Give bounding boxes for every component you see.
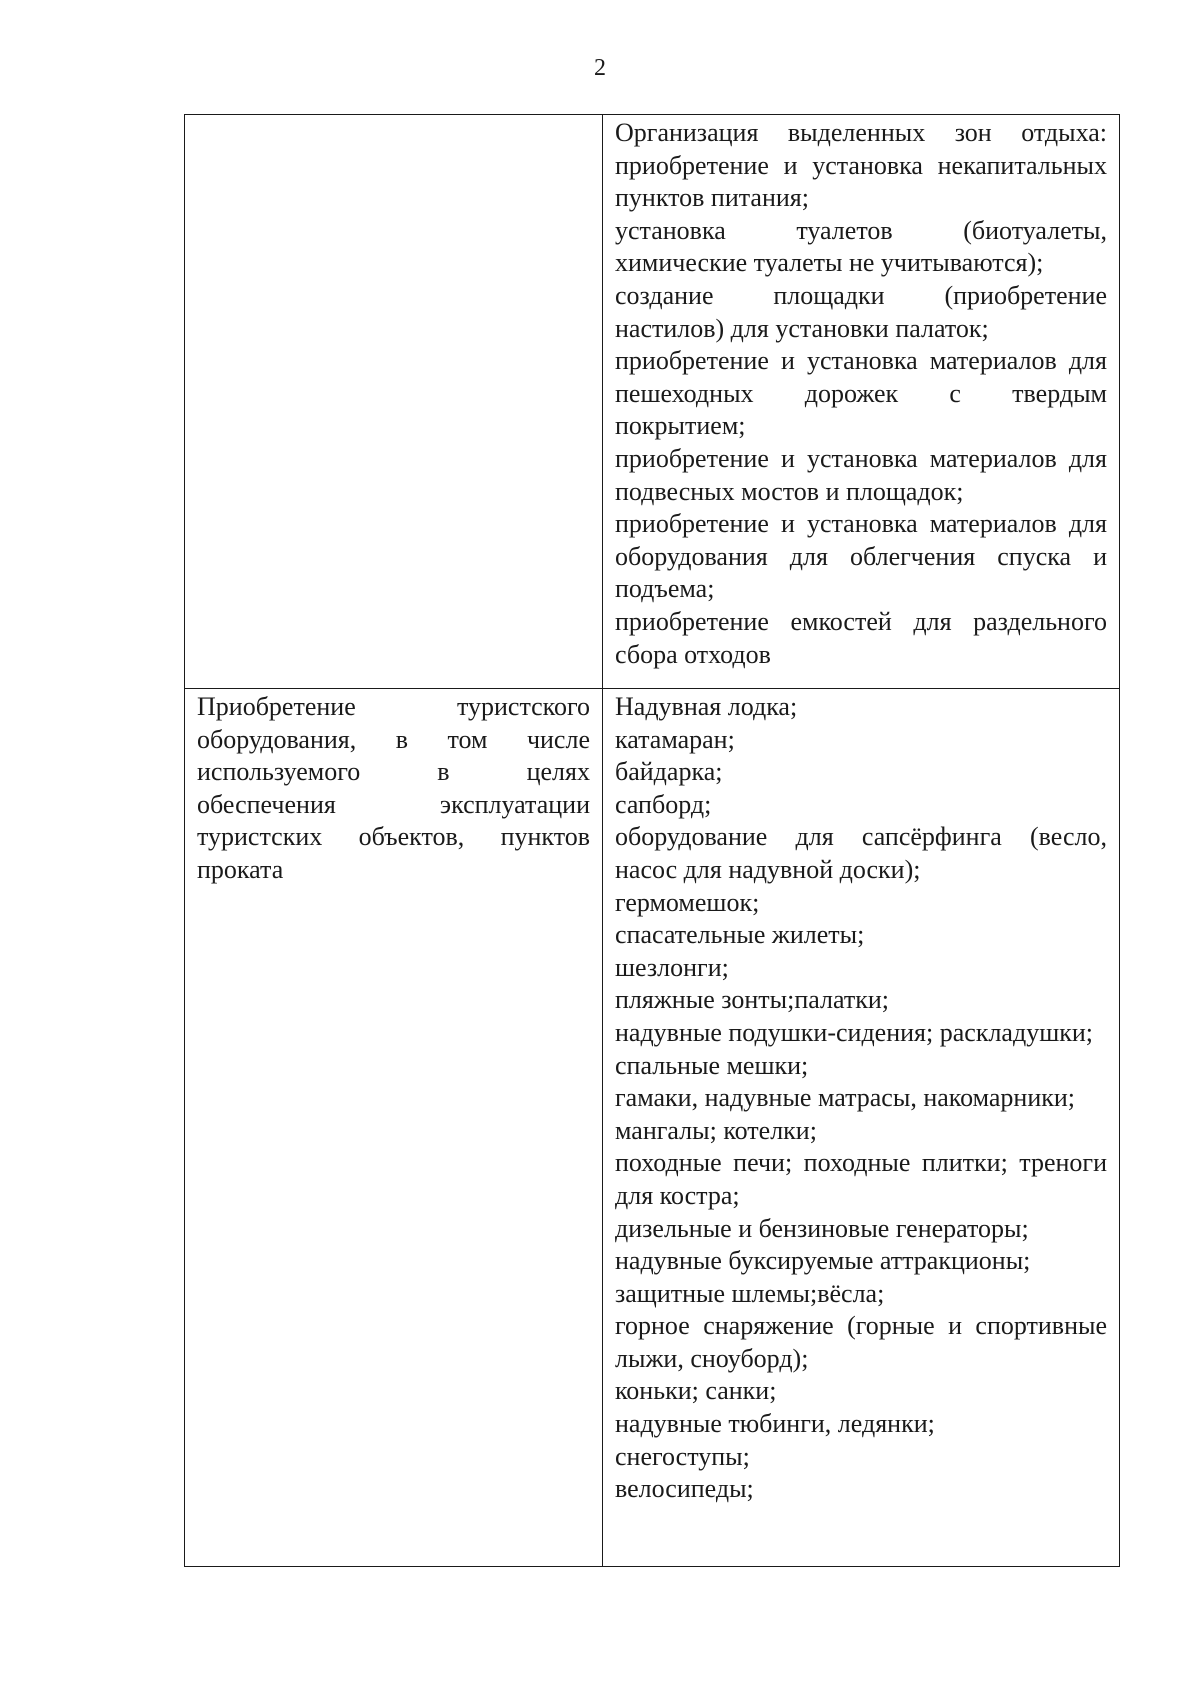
list-item: Организация выделенных зон отдыха: приобретение и установка некапитальных пунктов питания;	[615, 118, 1107, 213]
list-item: коньки; санки;	[615, 1376, 777, 1406]
list-item: походные печи; походные плитки; треноги для костра;	[615, 1148, 1107, 1210]
list-item: сапборд;	[615, 789, 712, 819]
list-item: шезлонги;	[615, 952, 729, 982]
list-item: приобретение и установка материалов для оборудования для облегчения спуска и подъема;	[615, 509, 1107, 604]
list-item: байдарка;	[615, 757, 723, 787]
list-item: создание площадки (приобретение настилов) для установки палаток;	[615, 280, 1107, 343]
list-item: Надувная лодка;	[615, 692, 798, 721]
list-item: защитные шлемы;вёсла;	[615, 1278, 885, 1308]
list-item: надувные подушки-сидения; раскладушки;	[615, 1017, 1093, 1047]
list-item: снегоступы;	[615, 1441, 750, 1471]
cell-text: Приобретение туристского оборудования, в том числе используемого в целях обеспечения эксплуатации туристских объектов, пунктов проката	[197, 692, 590, 884]
list-item: установка туалетов (биотуалеты, химические туалеты не учитываются);	[615, 215, 1107, 278]
list-item: дизельные и бензиновые генераторы;	[615, 1213, 1029, 1243]
list-item: гамаки, надувные матрасы, накомарники;	[615, 1083, 1076, 1113]
list-item: надувные тюбинги, ледянки;	[615, 1409, 935, 1439]
table-row	[185, 689, 1120, 1567]
list-item: приобретение емкостей для раздельного сбора отходов	[615, 606, 1107, 669]
page-number: 2	[594, 55, 606, 81]
list-item: гермомешок;	[615, 887, 760, 917]
list-item: пляжные зонты;палатки;	[615, 985, 889, 1015]
list-item: велосипеды;	[615, 1474, 754, 1504]
table-row	[185, 115, 1120, 689]
list-item: приобретение и установка материалов для подвесных мостов и площадок;	[615, 443, 1107, 506]
list-item: надувные буксируемые аттракционы;	[615, 1246, 1031, 1276]
list-item: мангалы; котелки;	[615, 1115, 817, 1145]
list-item: спасательные жилеты;	[615, 920, 865, 950]
table-cell-right	[603, 115, 1120, 689]
list-item: горное снаряжение (горные и спортивные лыжи, сноуборд);	[615, 1311, 1107, 1373]
table-cell-right	[603, 689, 1120, 1567]
list-item: приобретение и установка материалов для пешеходных дорожек с твердым покрытием;	[615, 346, 1107, 441]
list-item: катамаран;	[615, 724, 735, 754]
list-item: спальные мешки;	[615, 1050, 809, 1080]
document-table	[184, 114, 1120, 1567]
table-cell-left	[185, 689, 603, 1567]
table-cell-left	[185, 115, 603, 689]
list-item: оборудование для сапсёрфинга (весло, насос для надувной доски);	[615, 822, 1107, 884]
